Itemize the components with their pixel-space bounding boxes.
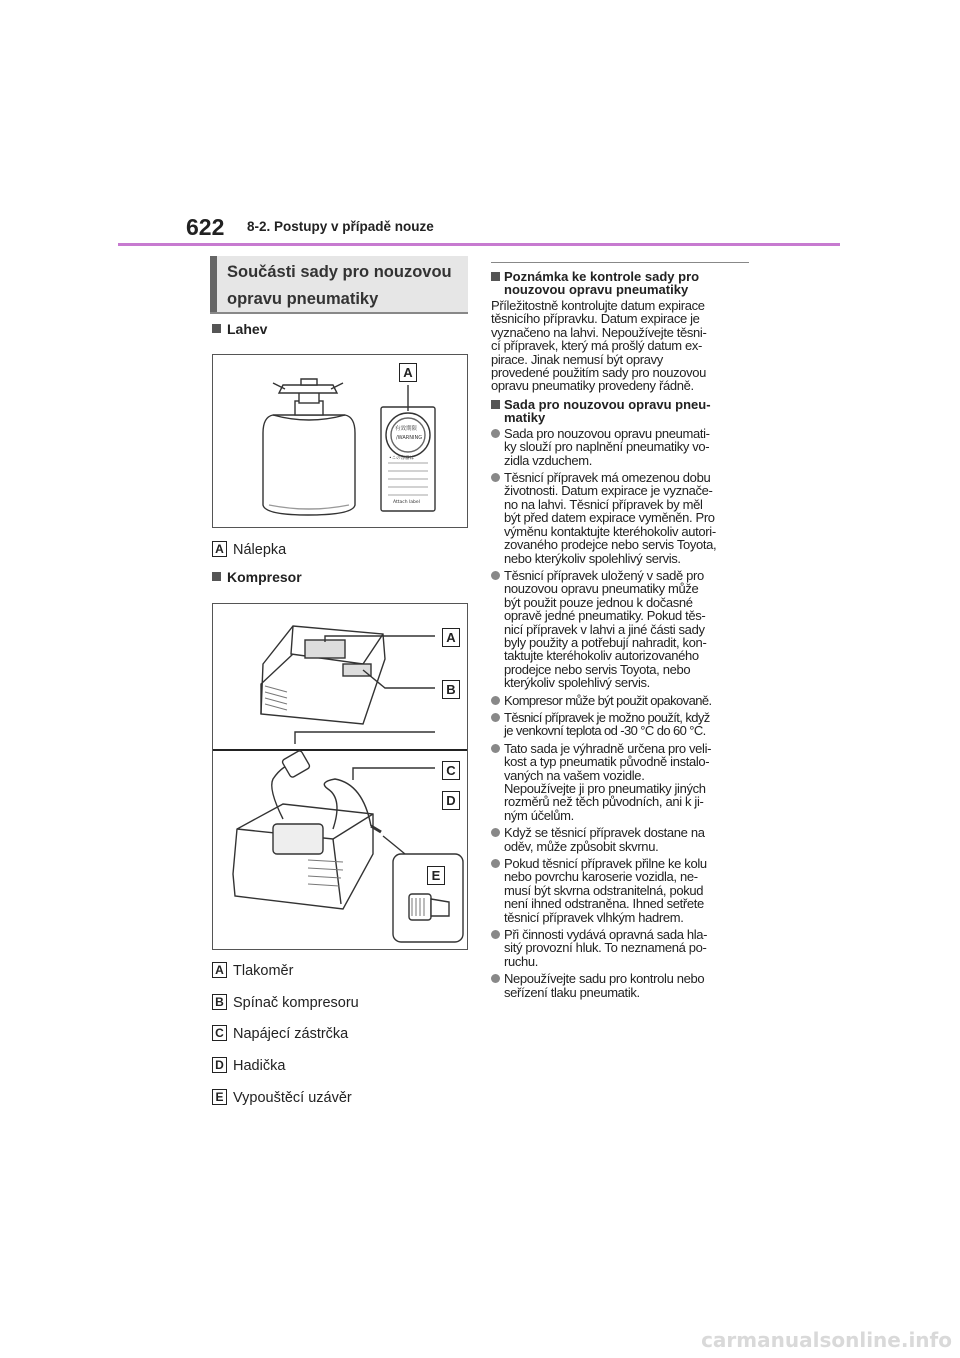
right-column (491, 262, 749, 1003)
bullet-line: těsnicí přípravek vlhkým hadrem. (504, 909, 684, 925)
bottle-label-text-3: •この容器は (389, 456, 415, 461)
legend-text: Napájecí zástrčka (233, 1026, 349, 1042)
legend-text: Tlakoměr (233, 963, 294, 979)
right-column-rule (491, 262, 749, 263)
note-heading-line: Poznámka ke kontrole sady pro (504, 269, 700, 284)
compressor-legend-item (212, 1025, 348, 1042)
bullet-item (491, 427, 749, 467)
bullet-line: Pokud těsnicí přípravek přilne ke kolu (504, 856, 707, 872)
compressor-legend-item (212, 1057, 285, 1074)
bullet-line: seřízení tlaku pneumatik. (504, 984, 640, 1000)
kit-heading-line: Sada pro nouzovou opravu pneu- (504, 396, 711, 412)
bullet-item (491, 569, 749, 690)
bullet-line: není ihned odstraněna. Ihned setřete (504, 896, 704, 912)
bullet-item (491, 711, 749, 738)
square-bullet-icon (212, 572, 221, 581)
bullet-line: Kompresor může být použit opakovaně. (504, 692, 712, 708)
bullet-line: no na lahvi. Těsnicí přípravek by měl (504, 496, 703, 512)
bullet-line: být použit pouze jednou k dočasné (504, 594, 693, 610)
bullet-line: být před datem expirace vyměněn. Pro (504, 510, 715, 526)
legend-text: Spínač kompresoru (233, 995, 359, 1011)
note-line: vyznačeno na lahvi. Nepoužívejte těsni- (491, 324, 707, 340)
kit-heading-line: matiky (504, 409, 546, 425)
bullet-line: musí být skvrna odstranitelná, pokud (504, 882, 704, 898)
bullet-line: kterýkoliv spolehlivý servis. (504, 675, 650, 691)
bullet-line: taktujte kteréhokoliv autorizovaného (504, 648, 699, 664)
bullet-line: Sada pro nouzovou opravu pneumati- (504, 425, 710, 441)
bullet-line: je venkovní teplota od -30 °C do 60 °C. (504, 723, 706, 739)
bullet-line: Těsnicí přípravek uložený v sadě pro (504, 567, 704, 583)
bottle-figure (212, 354, 468, 528)
legend-text: Hadička (233, 1058, 286, 1074)
section-heading-box (210, 256, 468, 312)
bullet-line: Těsnicí přípravek je možno použít, když (504, 709, 710, 725)
legend-badge: C (212, 1025, 227, 1041)
bullet-line: oděv, může způsobit skvrnu. (504, 838, 659, 854)
note-heading (491, 270, 749, 296)
bullet-line: Těsnicí přípravek má omezenou dobu (504, 470, 711, 486)
bottle-legend-item (212, 541, 286, 558)
note-line: Příležitostně kontrolujte datum expirace (491, 298, 705, 313)
compressor-legend-item (212, 962, 293, 979)
bullet-line: Nepoužívejte sadu pro kontrolu nebo (504, 971, 705, 987)
legend-badge: A (212, 962, 227, 978)
section-heading-line2: opravu pneumatiky (227, 290, 379, 308)
bullet-item (491, 471, 749, 565)
compressor-badge-e: E (427, 866, 445, 885)
bullet-item (491, 928, 749, 968)
bullet-line: ným účelům. (504, 807, 574, 823)
bullet-line: zidla vzduchem. (504, 452, 592, 468)
compressor-badge-c: C (442, 761, 460, 780)
bullet-line: byly použity a potřebují nahradit, kon- (504, 634, 707, 650)
bullet-line: životnosti. Datum expirace je vyznače- (504, 483, 713, 499)
compressor-heading (212, 569, 302, 585)
kit-heading (491, 398, 749, 424)
bullet-line: Nepoužívejte ji pro pneumatiky jiných (504, 781, 706, 796)
bottle-label-text-2: /WARNING (396, 435, 423, 441)
bottle-heading-text: Lahev (227, 321, 268, 337)
note-line: provedené použitím sady pro nouzovou (491, 365, 707, 381)
compressor-badge-a: A (442, 628, 460, 647)
header-rule (118, 243, 840, 246)
note-heading-line: nouzovou opravu pneumatiky (504, 282, 689, 297)
bullet-line: prodejce nebo servis Toyota, nebo (504, 661, 691, 677)
bullet-line: kost a typ pneumatik původně instalo- (504, 754, 710, 770)
bullet-line: sitý provozní hluk. To neznamená po- (504, 940, 707, 956)
note-paragraph (491, 299, 749, 393)
legend-badge: B (212, 994, 227, 1010)
bullet-line: nicí přípravek v lahvi a jiné části sady (504, 621, 705, 637)
compressor-figure (212, 603, 468, 950)
bottle-illustration (213, 355, 467, 527)
bottle-label-text-4: Attach label (393, 500, 420, 505)
bullet-item (491, 857, 749, 924)
heading-underline (210, 312, 468, 314)
bullet-line: Když se těsnicí přípravek dostane na (504, 825, 705, 841)
bullet-item (491, 694, 749, 707)
bullet-line: ruchu. (504, 953, 539, 969)
section-title: 8-2. Postupy v případě nouze (247, 219, 434, 234)
watermark: carmanualsonline.info (701, 1328, 952, 1352)
bullet-item (491, 742, 749, 822)
note-line: těsnicího přípravku. Datum expirace je (491, 311, 700, 327)
note-line: cí přípravek, který má prošlý datum ex- (491, 338, 703, 354)
compressor-heading-text: Kompresor (227, 569, 302, 585)
legend-badge: D (212, 1057, 227, 1073)
legend-badge: E (212, 1089, 227, 1105)
bullet-line: Při činnosti vydává opravná sada hla- (504, 927, 708, 943)
bullet-line: nebo kterýkoliv spolehlivý servis. (504, 550, 681, 566)
bullet-line: Tato sada je výhradně určena pro veli- (504, 740, 712, 756)
legend-text: Vypouštěcí uzávěr (233, 1090, 352, 1106)
bullet-line: nebo povrchu karoserie vozidla, ne- (504, 869, 698, 885)
bullet-item (491, 972, 749, 999)
bullet-line: vaných na vašem vozidle. (504, 767, 645, 783)
compressor-badge-d: D (442, 791, 460, 810)
compressor-legend-item (212, 1089, 352, 1106)
bottle-label-text-1: 有效期限 (395, 426, 418, 432)
bottle-figure-badge-a: A (399, 363, 417, 382)
bullet-item (491, 826, 749, 853)
bottle-heading (212, 321, 267, 337)
bullet-line: opravě jedné pneumatiky. Pokud těs- (504, 608, 706, 624)
compressor-illustration (213, 604, 467, 949)
compressor-badge-b: B (442, 680, 460, 699)
legend-text: Nálepka (233, 542, 287, 558)
bullet-line: rozměrů než těch původních, ani k ji- (504, 794, 704, 810)
bullet-line: ky slouží pro naplnění pneumatiky vo- (504, 439, 710, 455)
bullet-line: nouzovou opravu pneumatiky může (504, 581, 699, 597)
note-line: opravu pneumatiky provedeny řádně. (491, 378, 694, 394)
legend-badge: A (212, 541, 227, 557)
bullet-line: zovaného prodejce nebo servis Toyota, (504, 537, 717, 553)
section-heading-line1: Součásti sady pro nouzovou (227, 263, 452, 281)
square-bullet-icon (212, 324, 221, 333)
bullet-line: výměnu kontaktujte kteréhokoliv autori- (504, 523, 716, 539)
page-number: 622 (186, 214, 225, 240)
note-line: pirace. Jinak nemusí být opravy (491, 351, 663, 367)
compressor-legend-item (212, 994, 359, 1011)
